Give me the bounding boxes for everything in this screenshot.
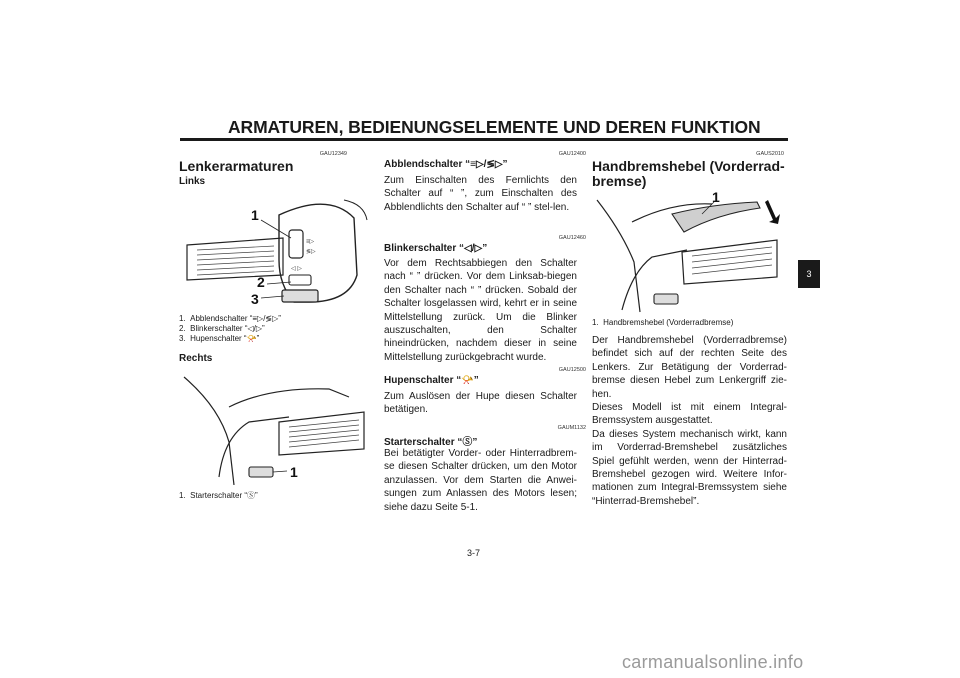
arrow-icon	[765, 200, 780, 224]
caption-item: 1. Abblendschalter “≡▷/≶▷”	[179, 314, 281, 323]
figure-legend	[592, 318, 733, 328]
section-title: Abblendschalter “≡▷/≶▷”	[384, 159, 508, 170]
section-code: GAUS2010	[756, 151, 784, 157]
section-title: Starterschalter “Ⓢ”	[384, 437, 478, 448]
svg-text:≡▷: ≡▷	[306, 239, 315, 245]
section-code: GAUM1132	[557, 425, 586, 431]
watermark: carmanualsonline.info	[622, 652, 804, 672]
right-handlebar-figure	[179, 367, 369, 485]
section-code: GAU12460	[558, 235, 586, 241]
subsection-right-title: Rechts	[179, 353, 213, 364]
page-number: 3-7	[467, 548, 481, 558]
brake-lever-figure	[592, 192, 788, 314]
caption-item: 3. Hupenschalter “📯”	[179, 334, 260, 343]
callout-number: 3	[251, 291, 259, 307]
page-header-title: ARMATUREN, BEDIENUNGSELEMENTE UND DEREN FUNKTION	[228, 117, 761, 137]
section-title: Hupenschalter “📯”	[384, 375, 479, 386]
section-code: GAU12400	[558, 151, 586, 157]
figure-legend-right	[179, 491, 258, 501]
figure-legend-left	[179, 314, 281, 344]
chapter-tab: 3	[798, 260, 820, 288]
svg-text:◁ ▷: ◁ ▷	[291, 266, 302, 272]
horn-icon: 📯	[246, 334, 257, 343]
section-code: GAU12349	[319, 151, 347, 157]
callout-number: 1	[290, 464, 298, 480]
left-handlebar-figure	[179, 190, 369, 308]
caption-item: 2. Blinkerschalter “◁/▷”	[179, 324, 265, 333]
header-rule	[180, 138, 788, 141]
section-body: Bei betätigter Vorder- oder Hinterradbrem-se diesen Schalter drücken, um den Motor anzulassen. Vor dem Starten die Anwei-sungen zum Anlassen des Motors lesen; siehe dazu Seite 5-1.	[384, 448, 577, 513]
caption-item: 1. Handbremshebel (Vorderradbremse)	[592, 318, 734, 327]
callout-number: 1	[251, 207, 259, 223]
callout-number: 2	[257, 274, 265, 290]
section-title: Handbremshebel (Vorderrad-bremse)	[592, 158, 785, 189]
section-title: Lenkerarmaturen	[179, 158, 294, 174]
section-body: Zum Einschalten des Fernlichts den Schalter auf “ ”, zum Einschalten des Abblendlichts den Schalter auf “ ” stel-len.	[384, 175, 577, 213]
subsection-left-title: Links	[179, 176, 206, 187]
section-title: Blinkerschalter “◁/▷”	[384, 243, 488, 254]
section-code: GAU12500	[558, 367, 586, 373]
starter-icon: Ⓢ	[247, 491, 256, 500]
section-body: Der Handbremshebel (Vorderradbremse) befindet sich auf der rechten Seite des Lenkers. Zur Betätigung der Vorderrad-bremse diesen Hebel zum Lenkergriff zie-hen. Dieses Modell ist mit einem Integral-Bremssystem ausgestattet. Da dieses System mechanisch wirkt, kann im Vorderrad-Bremshebel zusätzliches Spiel gefühlt werden, wenn der Hinterrad-Bremshebel gezogen wird. Weitere Infor-mationen zum Integral-Bremssystem siehe “Hinterrad-Bremshebel”.	[592, 335, 787, 507]
callout-number: 1	[712, 192, 720, 205]
section-body: Vor dem Rechtsabbiegen den Schalter nach “ ” drücken. Vor dem Linksab-biegen den Schalter nach “ ” drücken. Sobald der Schalter losgelassen wird, kehrt er in seine Mittelstellung zurück. Um die Blinker auszuschalten, den Schalter hineindrücken, nachdem dieser in seine Mittelstellung zurückgebracht wurde.	[384, 258, 577, 363]
svg-text:≶▷: ≶▷	[306, 249, 316, 255]
section-body: Zum Auslösen der Hupe diesen Schalter betätigen.	[384, 391, 577, 416]
caption-item: 1. Starterschalter “Ⓢ”	[179, 491, 258, 500]
